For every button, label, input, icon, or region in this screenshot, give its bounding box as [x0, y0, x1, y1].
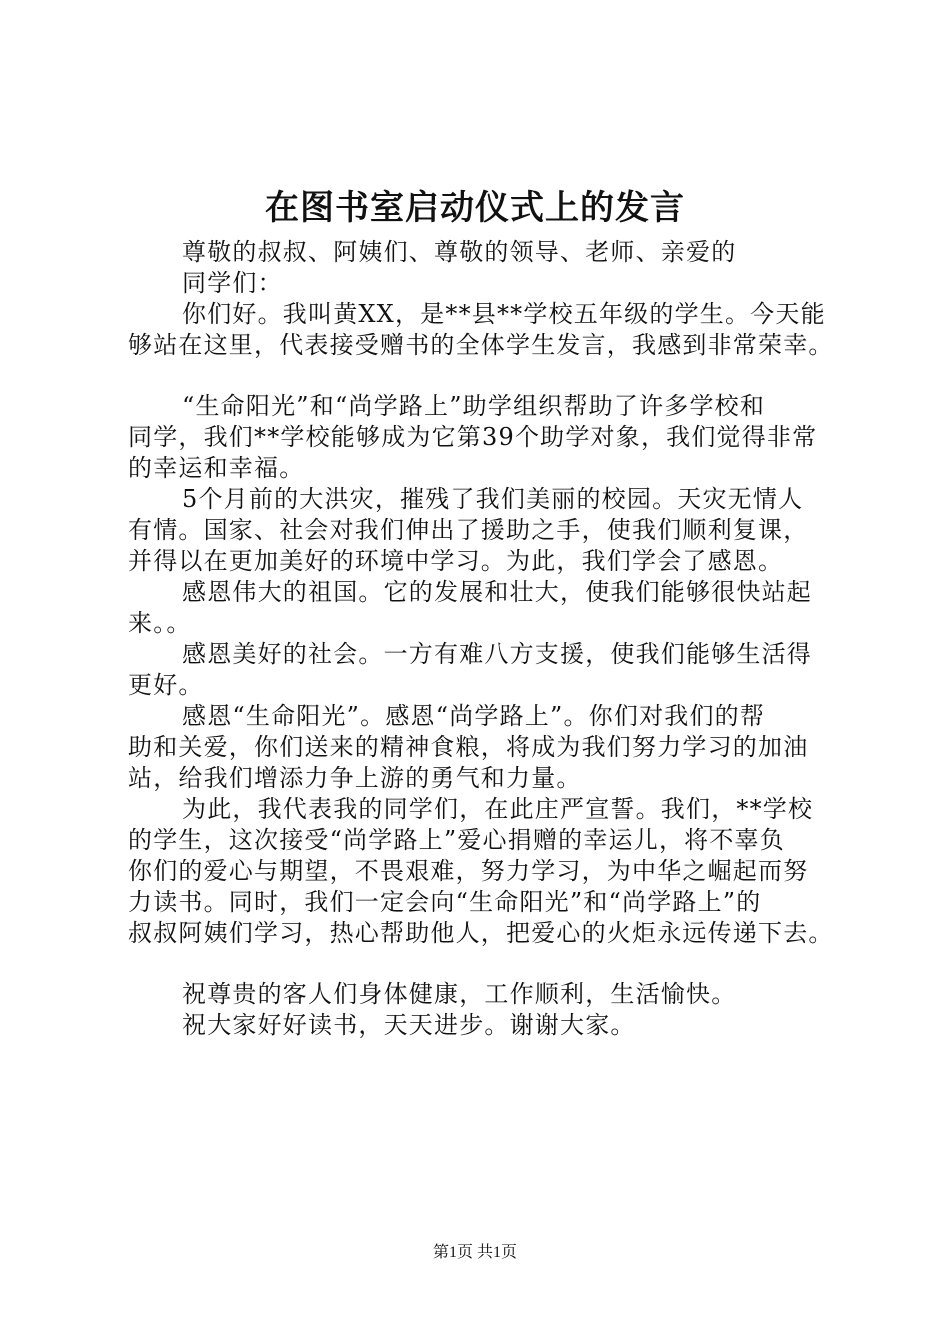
paragraph-line: 叔叔阿姨们学习，热心帮助他人，把爱心的火炬永远传递下去。 [128, 919, 834, 947]
paragraph-line: 感恩“生命阳光”。感恩“尚学路上”。你们对我们的帮 [182, 702, 766, 730]
paragraph-line: 的学生，这次接受“尚学路上”爱心捐赠的幸运儿，将不辜负 [128, 826, 785, 854]
paragraph-line: 尊敬的叔叔、阿姨们、尊敬的领导、老师、亲爱的 [182, 238, 737, 266]
paragraph-line: 同学，我们**学校能够成为它第39个助学对象，我们觉得非常 [128, 423, 818, 451]
paragraph-line: 并得以在更加美好的环境中学习。为此，我们学会了感恩。 [128, 547, 784, 575]
paragraph-line: 力读书。同时，我们一定会向“生命阳光”和“尚学路上”的 [128, 888, 762, 916]
paragraph-line: 来。。 [128, 609, 192, 637]
paragraph-line: 5个月前的大洪灾，摧残了我们美丽的校园。天灾无情人 [182, 485, 804, 513]
document-title: 在图书室启动仪式上的发言 [265, 188, 685, 228]
paragraph-line: 感恩伟大的祖国。它的发展和壮大，使我们能够很快站起 [182, 578, 812, 606]
page-footer: 第1页 共1页 [432, 1244, 517, 1261]
paragraph-line: 同学们： [182, 269, 283, 297]
paragraph-line: “生命阳光”和“尚学路上”助学组织帮助了许多学校和 [182, 392, 766, 420]
paragraph-line: 更好。 [128, 671, 204, 699]
paragraph-line: 你们的爱心与期望，不畏艰难，努力学习，为中华之崛起而努 [128, 857, 809, 885]
paragraph-line: 感恩美好的社会。一方有难八方支援，使我们能够生活得 [182, 640, 812, 668]
paragraph-line: 助和关爱，你们送来的精神食粮，将成为我们努力学习的加油 [128, 733, 809, 761]
paragraph-line: 的幸运和幸福。 [128, 454, 305, 482]
paragraph-line: 祝大家好好读书，天天进步。谢谢大家。 [182, 1011, 636, 1039]
paragraph-line: 够站在这里，代表接受赠书的全体学生发言，我感到非常荣幸。 [128, 331, 834, 359]
paragraph-line: 站，给我们增添力争上游的勇气和力量。 [128, 764, 582, 792]
paragraph-line: 祝尊贵的客人们身体健康，工作顺利，生活愉快。 [182, 980, 737, 1008]
paragraph-line: 有情。国家、社会对我们伸出了援助之手，使我们顺利复课， [128, 516, 809, 544]
paragraph-line: 为此，我代表我的同学们，在此庄严宣誓。我们，**学校 [182, 795, 814, 823]
paragraph-line: 你们好。我叫黄XX，是**县**学校五年级的学生。今天能 [182, 300, 826, 328]
